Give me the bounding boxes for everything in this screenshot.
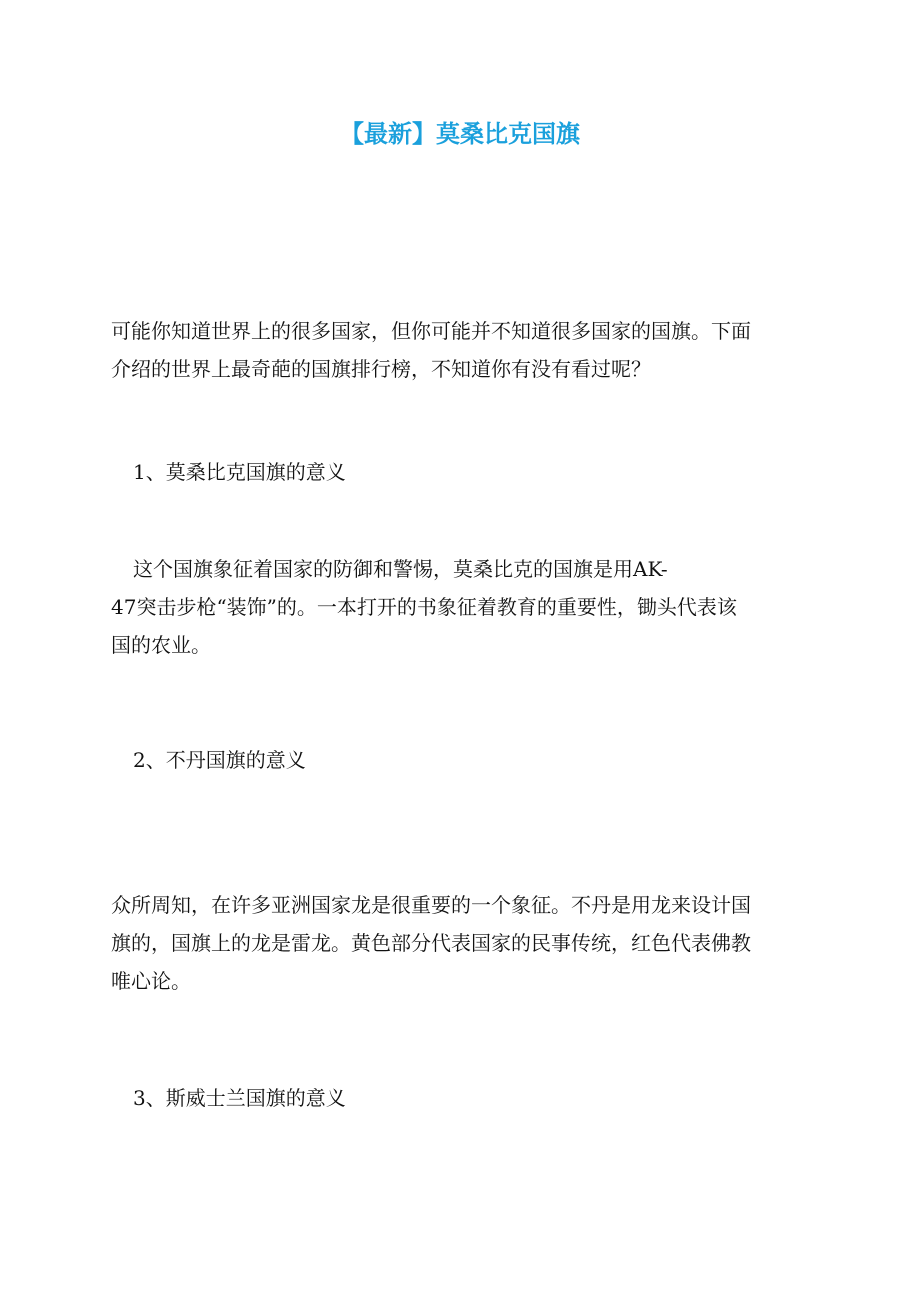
intro-paragraph bbox=[111, 312, 811, 388]
section-body-mozambique bbox=[111, 550, 811, 664]
page-title: 【最新】莫桑比克国旗 bbox=[340, 120, 580, 148]
body-line: 47突击步枪“装饰”的。一本打开的书象征着教育的重要性，锄头代表该 bbox=[111, 595, 737, 619]
section-body-bhutan bbox=[111, 886, 811, 1000]
section-heading-mozambique: 1、莫桑比克国旗的意义 bbox=[133, 460, 346, 484]
intro-line: 可能你知道世界上的很多国家，但你可能并不知道很多国家的国旗。下面 bbox=[111, 319, 751, 343]
body-line: 唯心论。 bbox=[111, 969, 191, 993]
body-line: 旗的，国旗上的龙是雷龙。黄色部分代表国家的民事传统，红色代表佛教 bbox=[111, 931, 751, 955]
section-heading-bhutan: 2、不丹国旗的意义 bbox=[133, 748, 306, 772]
section-heading-swaziland: 3、斯威士兰国旗的意义 bbox=[133, 1086, 346, 1110]
intro-line: 介绍的世界上最奇葩的国旗排行榜，不知道你有没有看过呢？ bbox=[111, 357, 651, 381]
body-line: 众所周知，在许多亚洲国家龙是很重要的一个象征。不丹是用龙来设计国 bbox=[111, 893, 751, 917]
body-line: 这个国旗象征着国家的防御和警惕，莫桑比克的国旗是用AK- bbox=[133, 557, 668, 581]
body-line: 国的农业。 bbox=[111, 633, 211, 657]
